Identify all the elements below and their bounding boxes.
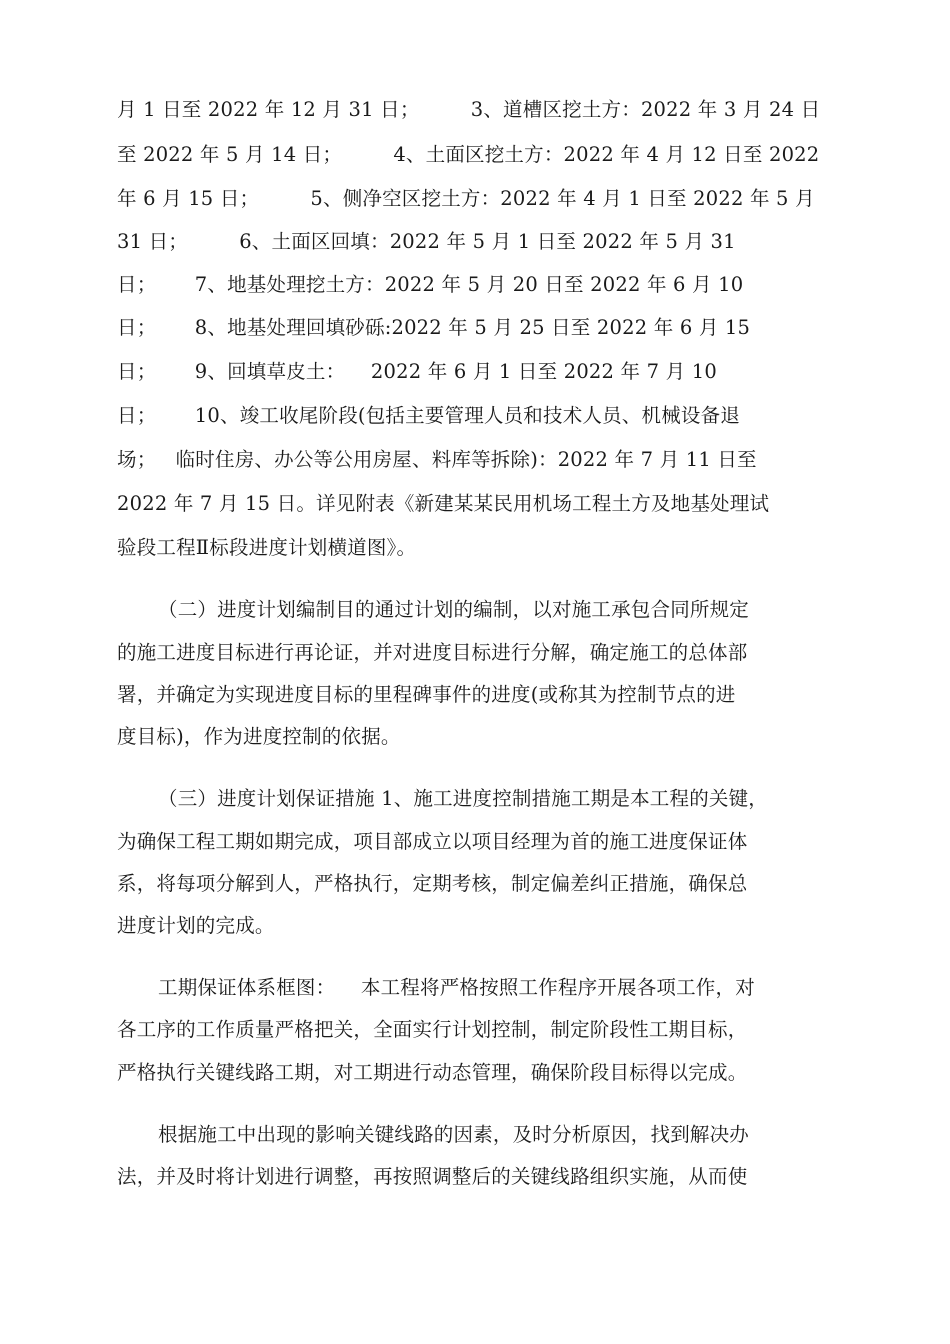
framework-line: 工期保证体系框图： 本工程将严格按照工作程序开展各项工作，对 xyxy=(158,976,755,999)
framework-line: 严格执行关键线路工期，对工期进行动态管理，确保阶段目标得以完成。 xyxy=(117,1061,748,1084)
schedule-line: 31 日； 6、土面区回填：2022 年 5 月 1 日至 2022 年 5 月 31 xyxy=(117,230,736,253)
schedule-line: 日； 8、地基处理回填砂砾:2022 年 5 月 25 日至 2022 年 6 月 15 xyxy=(117,316,751,339)
section-two-line: 的施工进度目标进行再论证，并对进度目标进行分解，确定施工的总体部 xyxy=(117,641,748,664)
section-two-line: 署，并确定为实现进度目标的里程碑事件的进度(或称其为控制节点的进 xyxy=(117,683,736,706)
section-two-line: （二）进度计划编制目的通过计划的编制，以对施工承包合同所规定 xyxy=(158,598,750,621)
section-three-line: 为确保工程工期如期完成，项目部成立以项目经理为首的施工进度保证体 xyxy=(117,830,748,853)
framework-line: 各工序的工作质量严格把关，全面实行计划控制，制定阶段性工期目标， xyxy=(117,1018,748,1041)
schedule-line: 日； 7、地基处理挖土方：2022 年 5 月 20 日至 2022 年 6 月 10 xyxy=(117,273,744,296)
schedule-line: 日； 10、竣工收尾阶段(包括主要管理人员和技术人员、机械设备退 xyxy=(117,404,741,427)
schedule-line: 验段工程Ⅱ标段进度计划横道图》。 xyxy=(117,536,417,559)
section-three-line: 进度计划的完成。 xyxy=(117,914,275,937)
adjust-line: 根据施工中出现的影响关键线路的因素，及时分析原因，找到解决办 xyxy=(158,1123,750,1146)
adjust-line: 法，并及时将计划进行调整，再按照调整后的关键线路组织实施，从而使 xyxy=(117,1165,748,1188)
schedule-line: 年 6 月 15 日； 5、侧净空区挖土方：2022 年 4 月 1 日至 2022 年 5 月 xyxy=(117,187,815,210)
section-two-line: 度目标)，作为进度控制的依据。 xyxy=(117,725,401,748)
schedule-line: 2022 年 7 月 15 日。详见附表《新建某某民用机场工程土方及地基处理试 xyxy=(117,492,770,515)
schedule-line: 月 1 日至 2022 年 12 月 31 日； 3、道槽区挖土方：2022 年 3 月 24 日 xyxy=(117,98,821,121)
schedule-line: 场； 临时住房、办公等公用房屋、料库等拆除)：2022 年 7 月 11 日至 xyxy=(117,448,757,471)
schedule-line: 至 2022 年 5 月 14 日； 4、土面区挖土方：2022 年 4 月 12 日至 2022 xyxy=(117,143,820,166)
section-three-line: 系，将每项分解到人，严格执行，定期考核，制定偏差纠正措施，确保总 xyxy=(117,872,748,895)
section-three-line: （三）进度计划保证措施 1、施工进度控制措施工期是本工程的关键， xyxy=(158,787,769,810)
schedule-line: 日； 9、回填草皮土： 2022 年 6 月 1 日至 2022 年 7 月 10 xyxy=(117,360,717,383)
